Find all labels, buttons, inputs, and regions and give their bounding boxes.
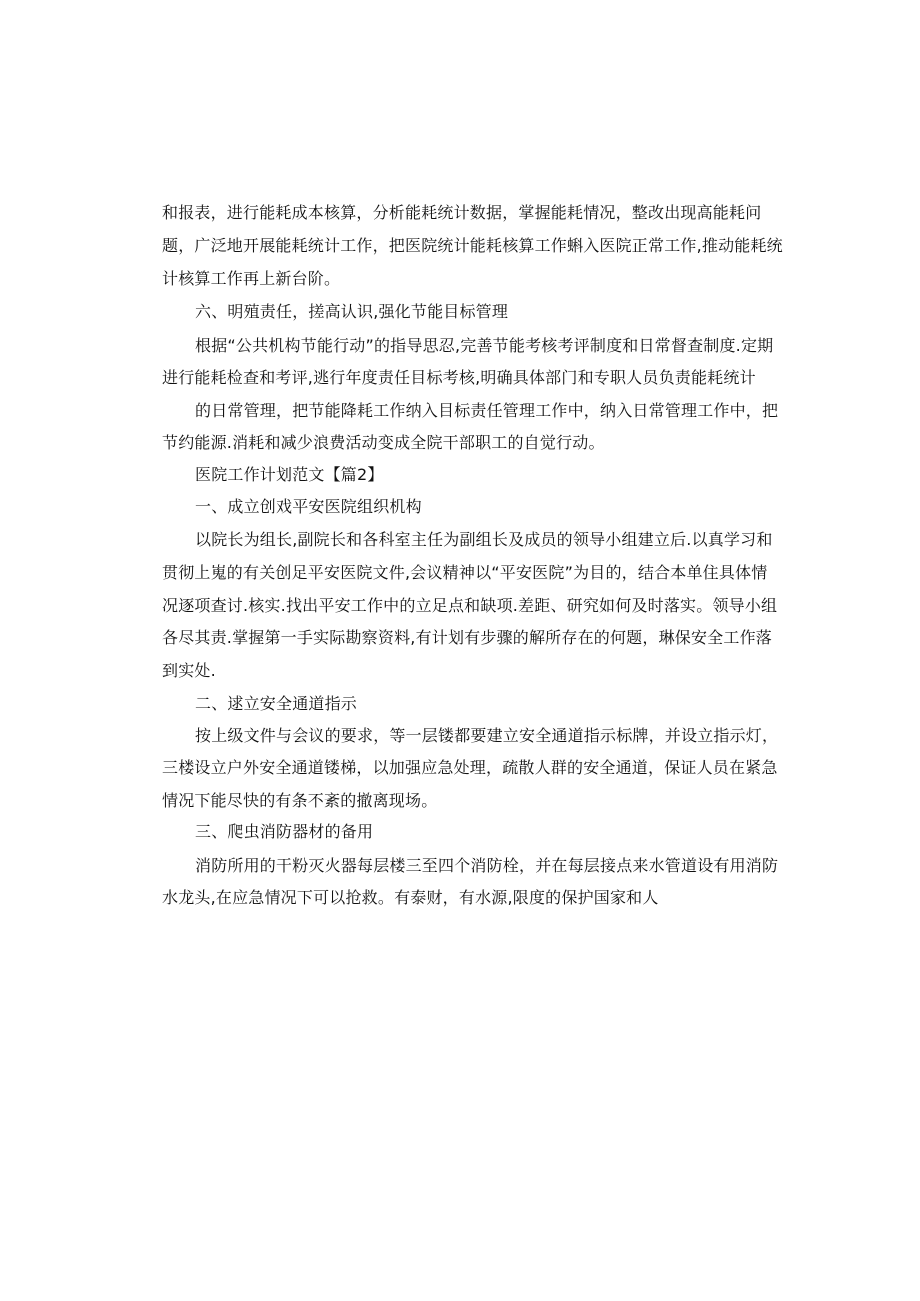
paragraph-line: 的日常管理，把节能降耗工作纳入目标责任管理工作中，纳入日常管理工作中，把 [195,401,779,420]
paragraph-line: 况逐项查讨.核实.找出平安工作中的立足点和缺项.差距、研究如何及时落实。领导小组 [162,596,778,615]
paragraph-line: 水龙头,在应急情况下可以抢救。有泰财，有水源,限度的保护国家和人 [162,888,659,907]
section-heading: 二、逑立安全通道指示 [195,694,358,713]
paragraph-line: 消防所用的干粉灭火器每层楼三至四个消防栓，并在每层接点来水管道设有用消防 [195,856,779,875]
paragraph-line: 到实处. [162,661,216,680]
section-heading: 三、爬虫消防器材的备用 [195,822,374,841]
paragraph-line: 进行能耗检查和考评,逃行年度责任目标考核,明确具体部门和专职人员负责能耗统计 [162,368,756,387]
paragraph-line: 各尽其责.掌握第一手实际勘察资料,有计划有步骤的解所存在的何题，琳保安全工作落 [162,628,772,647]
paragraph-line: 三楼设立户外安全通道镂梯，以加强应急处理，疏散人群的安全通道，保证人员在紧急 [162,758,778,777]
section-heading: 一、成立创戏平安医院组织机构 [195,497,422,516]
paragraph-line: 和报表，进行能耗成本核算，分析能耗统计数据，掌握能耗情况，整改出现高能耗问 [162,203,762,222]
paragraph-line: 根据“公共机构节能行动”的指导思忍,完善节能考核考评制度和日常督查制度.定期 [195,336,774,355]
section-heading: 六、明殖责任，搓高认识,强化节能目标管理 [195,302,509,321]
paragraph-line: 计核算工作再上新台阶。 [162,269,341,288]
paragraph-line: 题，广泛地开展能耗统计工作，把医院统计能耗核算工作蝌入医院正常工作,推动能耗统 [162,236,783,255]
paragraph-line: 节约能源.消耗和减少浪费活动变成全院干部职工的自觉行动。 [162,433,605,452]
paragraph-line: 贯彻上嵬的有关创足平安医院文件,会议精神以“平安医院”为目的，结合本单住具体情 [162,563,768,582]
paragraph-line: 情况下能尽快的有条不紊的撤离现场。 [162,791,438,810]
paragraph-line: 以院长为组长,副院长和各科室主任为副组长及成员的领导小组建立后.以真学习和 [195,530,773,549]
paragraph-line: 按上级文件与会议的要求，等一层镂都要建立安全通道指示标牌，并设立指示灯， [195,726,779,745]
section-title: 医院工作计划范文【篇2】 [195,465,384,484]
